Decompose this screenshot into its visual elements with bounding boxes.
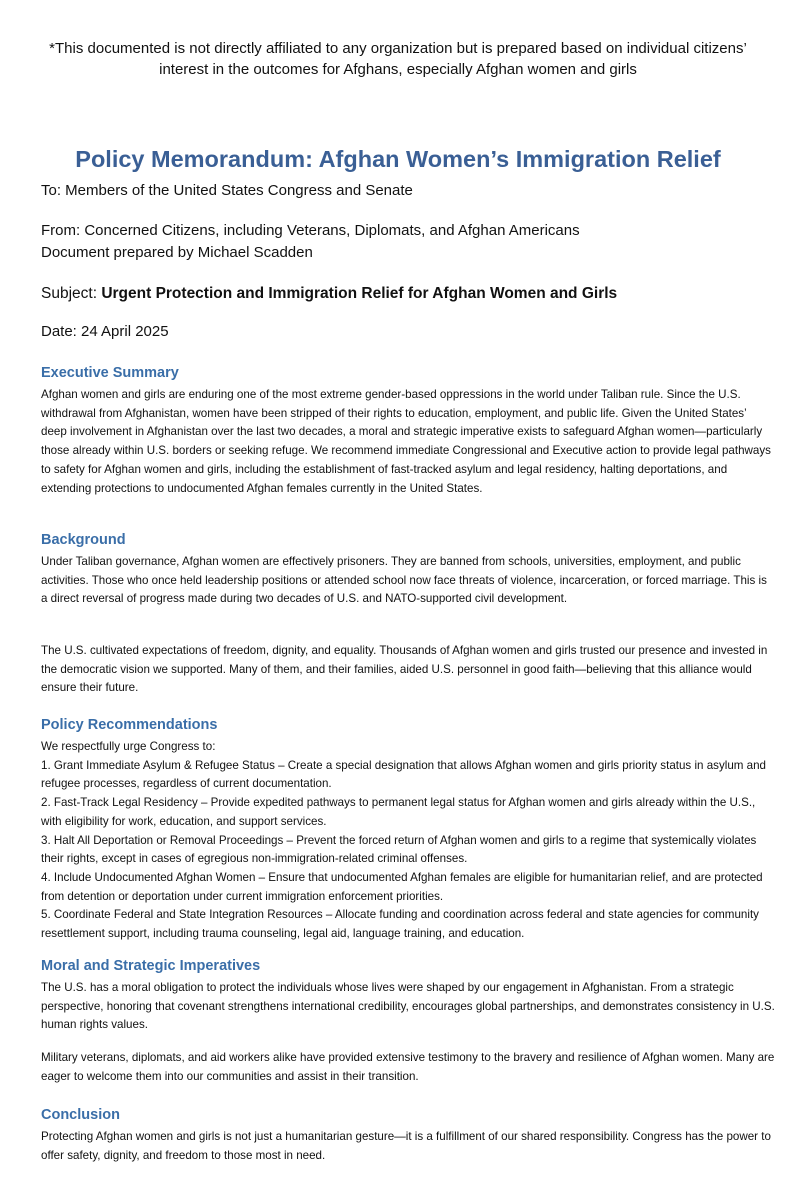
background-heading: Background: [41, 532, 126, 548]
background-paragraph-1: Under Taliban governance, Afghan women are effectively prisoners. They are banned from schools, universities, employment, and public activities. Those who once held leadership positions or attended school now face threats of violence, incarceration, or forced marriage. This is a direct reversal of progress made during two decades of U.S. and NATO-supported civil development.: [41, 555, 767, 606]
subject-line: [41, 283, 771, 305]
policy-intro: We respectfully urge Congress to:: [41, 740, 216, 753]
policy-recommendations-list: [41, 738, 775, 944]
author-line: Document prepared by Michael Scadden: [41, 244, 313, 261]
subject-value: Urgent Protection and Immigration Relief for Afghan Women and Girls: [101, 285, 618, 302]
background-paragraph-2: The U.S. cultivated expectations of freedom, dignity, and equality. Thousands of Afghan women and girls trusted our presence and invested in the democratic vision we supported. Many of them, and their families, aided U.S. personnel in good faith—believing that this alliance would ensure their future.: [41, 644, 768, 695]
document-title: Policy Memorandum: Afghan Women’s Immigration Relief: [75, 146, 721, 172]
list-item: 5. Coordinate Federal and State Integration Resources – Allocate funding and coordination across federal and state agencies for community resettlement support, including trauma counseling, legal aid, language training, and education.: [41, 908, 759, 941]
list-item: 4. Include Undocumented Afghan Women – Ensure that undocumented Afghan females are eligible for humanitarian relief, and are protected from detention or deportation under current immigration enforcement priorities.: [41, 870, 763, 903]
moral-imperatives-heading: Moral and Strategic Imperatives: [41, 958, 261, 974]
executive-summary-heading: Executive Summary: [41, 365, 179, 381]
list-item: 2. Fast-Track Legal Residency – Provide expedited pathways to permanent legal status for Afghan women and girls already within the U.S., with eligibility for work, education, and support services.: [41, 796, 756, 828]
list-item: 3. Halt All Deportation or Removal Proceedings – Prevent the forced return of Afghan women and girls to a regime that systemically violates their rights, except in cases of egregious non-immigration-related criminal offenses.: [41, 833, 757, 866]
conclusion-heading: Conclusion: [41, 1107, 120, 1123]
conclusion-text: Protecting Afghan women and girls is not just a humanitarian gesture—it is a fulfillment of our shared responsibility. Congress has the power to offer safety, dignity, and freedom to those most in need.: [41, 1130, 771, 1162]
sender-block: [41, 220, 771, 264]
subject-label: Subject:: [41, 285, 102, 302]
sender-line: From: Concerned Citizens, including Veterans, Diplomats, and Afghan Americans: [41, 222, 580, 239]
moral-paragraph-1: The U.S. has a moral obligation to protect the individuals whose lives were shaped by our engagement in Afghanistan. From a strategic perspective, honoring that covenant strengthens international credibility, encourages global partnerships, and demonstrates consistency in U.S. human rights values.: [41, 981, 775, 1032]
recipient-line: To: Members of the United States Congress and Senate: [41, 182, 413, 199]
executive-summary-text: Afghan women and girls are enduring one of the most extreme gender-based oppressions in the world under Taliban rule. Since the U.S. withdrawal from Afghanistan, women have been stripped of their rights to education, employment, and public life. Given the United States’ deep involvement in Afghanistan over the last two decades, a moral and strategic imperative exists to safeguard Afghan women—particularly those already within U.S. borders or seeking refuge. We recommend immediate Congressional and Executive action to provide legal pathways to safety for Afghan women and girls, including the establishment of fast-tracked asylum and legal residency, halting deportations, and extending protections to undocumented Afghan females currently in the United States.: [41, 388, 771, 495]
policy-recommendations-heading: Policy Recommendations: [41, 717, 218, 733]
moral-paragraph-2: Military veterans, diplomats, and aid workers alike have provided extensive testimony to the bravery and resilience of Afghan women. Many are eager to welcome them into our communities and assist in their transition.: [41, 1051, 775, 1083]
disclaimer-note: *This documented is not directly affiliated to any organization but is prepared based on individual citizens’ interest in the outcomes for Afghans, especially Afghan women and girls: [49, 40, 747, 78]
list-item: 1. Grant Immediate Asylum & Refugee Status – Create a special designation that allows Afghan women and girls priority status in asylum and refugee processes, regardless of current documentation.: [41, 758, 766, 791]
date-line: Date: 24 April 2025: [41, 323, 169, 340]
